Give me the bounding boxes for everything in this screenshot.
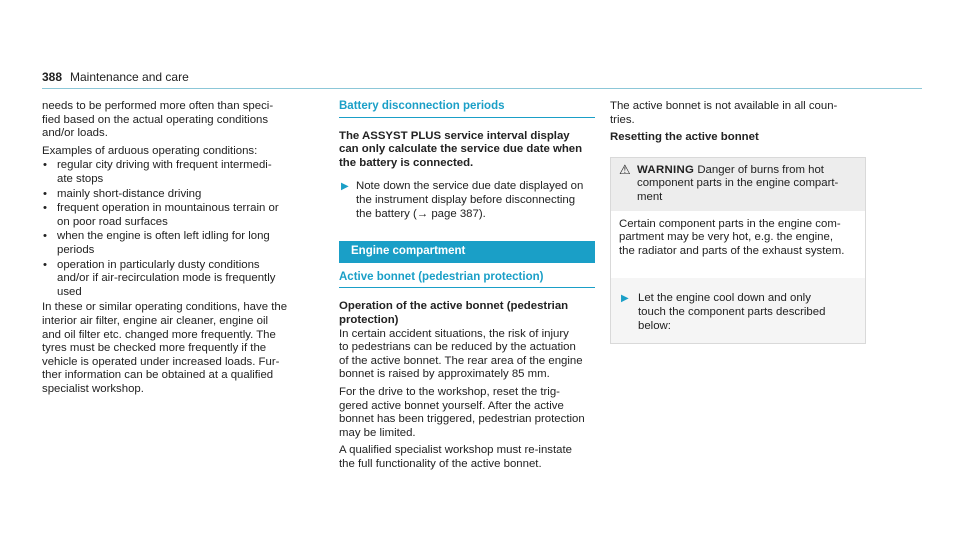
assyst-plus-note-heading: The ASSYST PLUS service interval display can only calculate the service due date when the battery is connected. — [339, 129, 583, 169]
action-text: Let the engine cool down and only touch the component parts described below: — [638, 292, 826, 332]
column-right — [610, 100, 866, 344]
engine-compartment-bar: Engine compartment — [339, 241, 595, 263]
battery-note-text[interactable]: Note down the service due date displayed on the instrument display before disconnecting the battery (→ page 387). — [356, 180, 584, 220]
bullet-icon: • — [43, 258, 47, 271]
list-item: • regular city driving with frequent intermedi- ate stops — [43, 159, 272, 185]
drive-text: For the drive to the workshop, reset the trig- gered active bonnet yourself. After the active bonnet has been triggered, pedestrian protection may be limited. — [339, 385, 585, 439]
warning-title: Danger of burns from hot component parts in the engine compart- ment — [637, 163, 839, 203]
list-item: • when the engine is often left idling for long periods — [43, 230, 270, 256]
bullet-icon: • — [43, 159, 47, 172]
arrow-right-icon: ▶ — [341, 181, 349, 193]
operation-heading: Operation of the active bonnet (pedestrian protection) — [339, 300, 569, 326]
reinstate-text: A qualified specialist workshop must re-instate the full functionality of the active bonnet. — [339, 444, 572, 470]
bullet-icon: • — [43, 187, 47, 200]
action-block — [611, 278, 865, 343]
closing-text: In these or similar operating conditions, have the interior air filter, engine air cleaner, engine oil and oil filter etc. changed more frequently. The tyres must be checked more frequently if the vehicle is operated under increased loads. Fur- ther information can be obtained at a qualified specialist workshop. — [42, 301, 288, 395]
intro-text: needs to be performed more often than speci- fied based on the actual operating conditions and/or loads. — [42, 100, 274, 140]
arrow-right-icon: ▶ — [621, 293, 629, 305]
examples-title: Examples of arduous operating conditions: — [42, 144, 258, 157]
warning-box — [610, 157, 866, 344]
bullet-icon: • — [43, 202, 47, 215]
page-header — [42, 70, 922, 89]
warning-label: WARNING — [637, 163, 695, 176]
action-step — [619, 292, 857, 333]
conditions-list — [42, 159, 300, 299]
page-number: 388 — [42, 70, 63, 84]
column-left — [42, 100, 300, 400]
bullet-icon: • — [43, 230, 47, 243]
list-item: • mainly short-distance driving — [43, 187, 202, 200]
list-item: • operation in particularly dusty conditions and/or if air-recirculation mode is frequently used — [43, 258, 276, 298]
availability-text: The active bonnet is not available in all coun- tries. — [610, 100, 838, 126]
reset-heading: Resetting the active bonnet — [610, 131, 759, 144]
section-title: Maintenance and care — [70, 70, 189, 84]
warning-triangle-icon: ⚠ — [619, 161, 631, 177]
operation-text: In certain accident situations, the risk of injury to pedestrians can be reduced by the actuation of the active bonnet. The rear area of the engine bonnet is raised by approximately 85 mm. — [339, 327, 583, 381]
warning-header — [611, 158, 865, 211]
list-item: • frequent operation in mountainous terrain or on poor road surfaces — [43, 202, 279, 228]
column-middle — [339, 100, 595, 475]
battery-note — [339, 180, 595, 221]
battery-disconnection-heading: Battery disconnection periods — [339, 100, 595, 118]
active-bonnet-heading: Active bonnet (pedestrian protection) — [339, 271, 595, 289]
warning-body: Certain component parts in the engine com- partment may be very hot, e.g. the engine, the radiator and parts of the exhaust system. — [619, 217, 845, 257]
